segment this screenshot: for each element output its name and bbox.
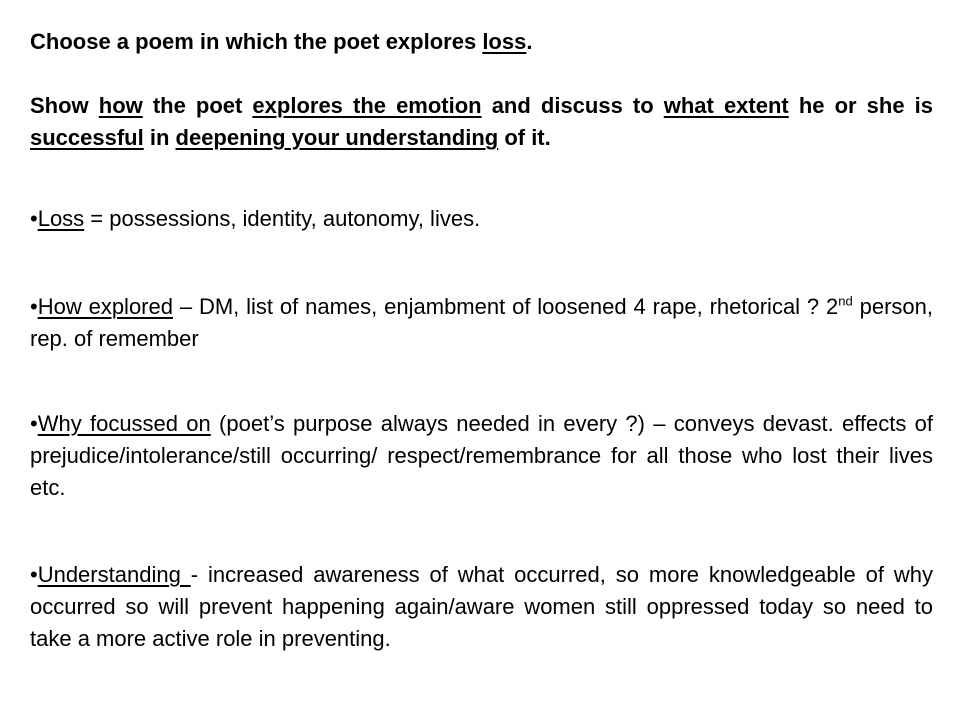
task-line xyxy=(30,26,933,58)
instr-keyword-extent: what extent xyxy=(663,93,789,118)
bullet-loss-text: = possessions, identity, autonomy, lives. xyxy=(84,206,481,231)
task-line-text: Choose a poem in which the poet explores xyxy=(30,29,483,54)
bullet-how-explored-text-end: person, rep. of remember xyxy=(30,294,933,351)
bullet-why-focussed: •Why focussed on (poet’s purpose always needed in every ?) – conveys devast. effects of prejudice/intolerance/still occurring/ respect/remembrance for all those who lost their lives etc. xyxy=(30,411,933,500)
task-instruction xyxy=(30,90,933,154)
instr-part-c: the poet xyxy=(142,93,253,118)
bullet-understanding-heading: Understanding xyxy=(37,562,191,587)
task-line-underlined: loss xyxy=(482,29,527,54)
bullet-understanding: •Understanding - increased awareness of what occurred, so more knowledgeable of why occurred so will prevent happening again/aware women still oppressed today so need to take a more active role in preventing. xyxy=(30,562,933,651)
bullet-loss: •Loss = possessions, identity, autonomy, lives. xyxy=(30,206,481,231)
instr-keyword-explores: explores the emotion xyxy=(252,93,482,118)
bullet-loss-heading: Loss xyxy=(37,206,85,231)
bullet-how-explored: •How explored – DM, list of names, enjambment of loosened 4 rape, rhetorical ? 2nd person, rep. of remember xyxy=(30,293,933,351)
instr-part-a: Show xyxy=(30,93,99,118)
instr-part-i: in xyxy=(143,125,176,150)
instr-part-e: and discuss to xyxy=(481,93,664,118)
instr-keyword-how: how xyxy=(98,93,143,118)
task-line-end: . xyxy=(526,29,533,54)
bullet-how-explored-text: – DM, list of names, enjambment of loosened 4 rape, rhetorical ? 2 xyxy=(172,294,839,319)
instr-part-g: he or she is xyxy=(788,93,933,118)
instr-keyword-understanding: deepening your understanding xyxy=(175,125,499,150)
bullet-why-focussed-heading: Why focussed on xyxy=(37,411,211,436)
bullet-how-explored-sup: nd xyxy=(838,293,853,309)
bullet-understanding-text: - increased awareness of what occurred, so more knowledgeable of why occurred so will prevent happening again/aware women still oppressed today so need to take a more active role in preventing. xyxy=(30,562,933,651)
instr-part-k: of it. xyxy=(498,125,551,150)
bullet-how-explored-heading: How explored xyxy=(37,294,173,319)
instr-keyword-successful: successful xyxy=(30,125,144,150)
bullet-why-focussed-text: (poet’s purpose always needed in every ?) – conveys devast. effects of prejudice/intolerance/still occurring/ respect/remembrance for all those who lost their lives etc. xyxy=(30,411,933,500)
